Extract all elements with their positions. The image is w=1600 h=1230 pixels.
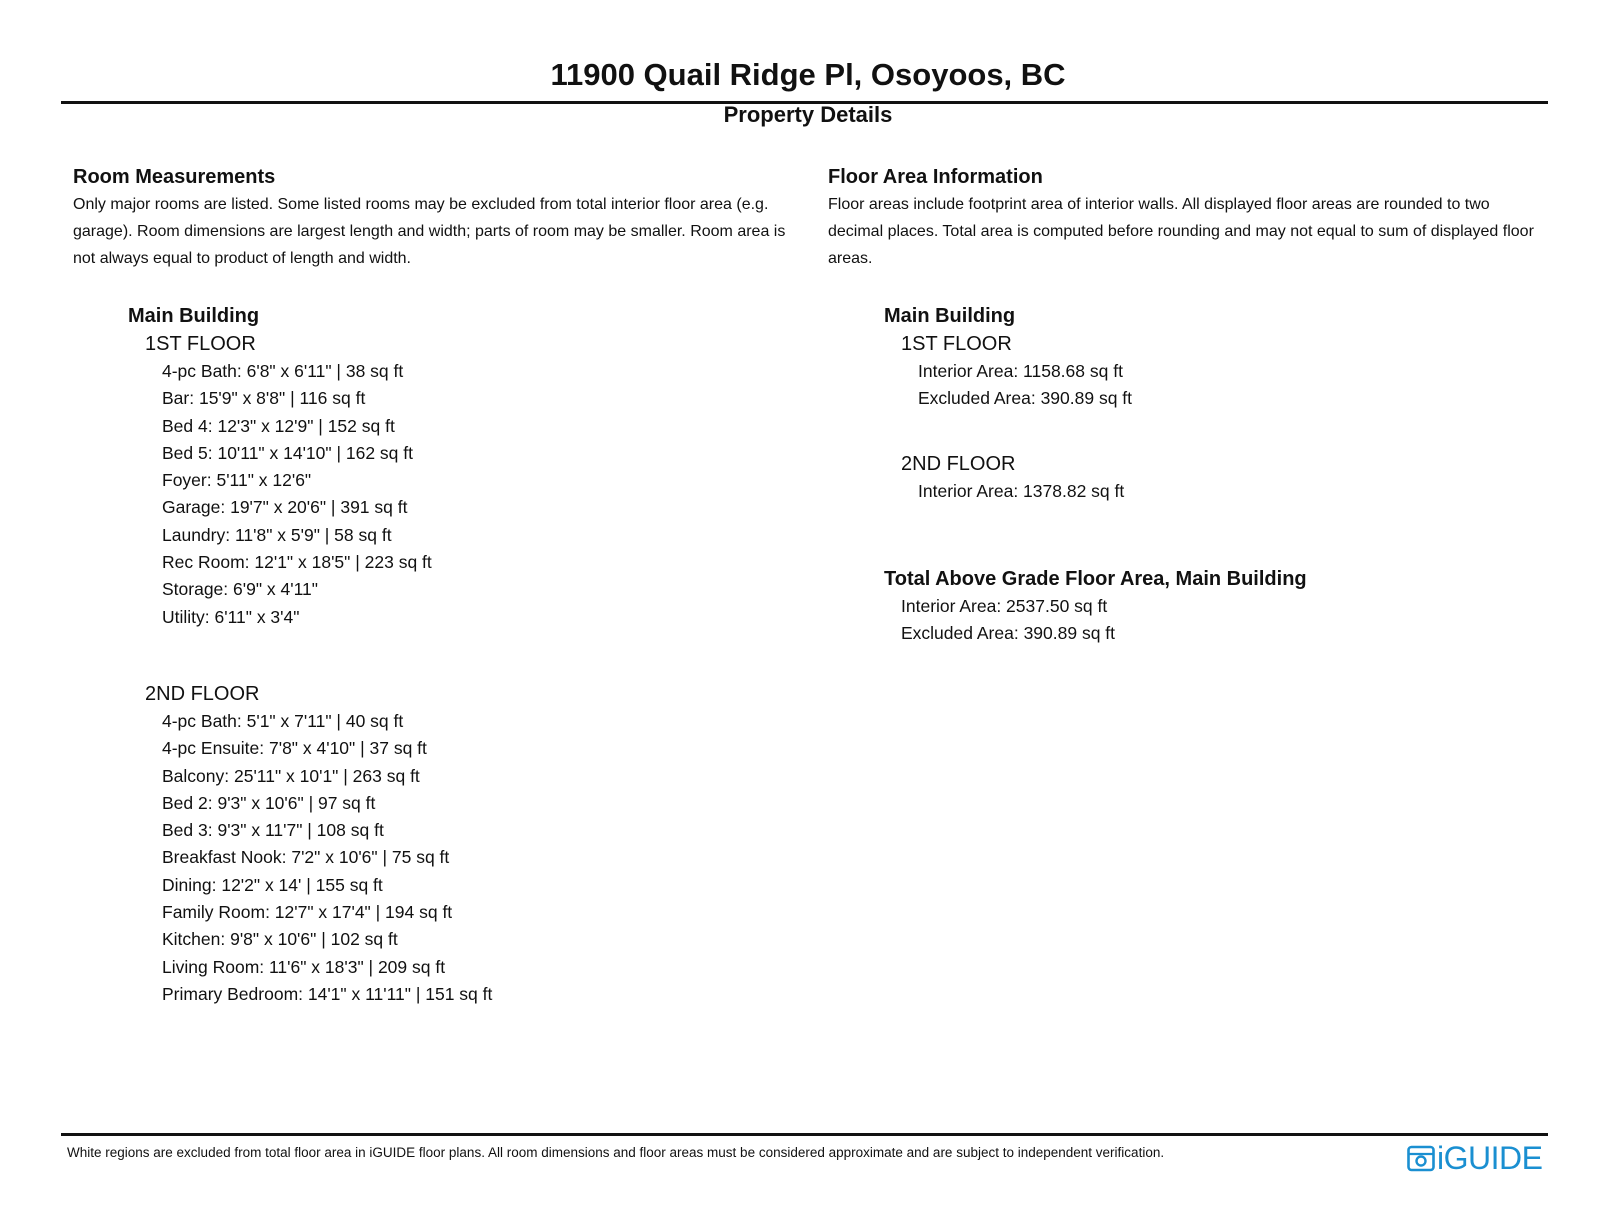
room-list-second-floor xyxy=(128,680,492,1008)
floor-area-title: Floor Area Information xyxy=(828,166,1043,188)
room-item: Laundry: 11'8" x 5'9" | 58 sq ft xyxy=(162,524,392,545)
room-item: 4-pc Ensuite: 7'8" x 4'10" | 37 sq ft xyxy=(162,738,427,759)
room-list-floor-title: 2ND FLOOR xyxy=(145,683,260,705)
room-item: 4-pc Bath: 6'8" x 6'11" | 38 sq ft xyxy=(162,361,404,381)
floor-area-item: Excluded Area: 390.89 sq ft xyxy=(918,388,1133,409)
room-item: Bed 4: 12'3" x 12'9" | 152 sq ft xyxy=(162,415,395,436)
room-item: Kitchen: 9'8" x 10'6" | 102 sq ft xyxy=(162,929,398,950)
room-list-main-building xyxy=(128,302,432,631)
floor-area-building-title: Main Building xyxy=(884,305,1016,327)
room-item: Foyer: 5'11" x 12'6" xyxy=(162,470,312,491)
total-floor-area-title: Total Above Grade Floor Area, Main Building xyxy=(884,568,1307,590)
floor-area-floor-title: 2ND FLOOR xyxy=(901,453,1016,475)
floor-area-section xyxy=(828,164,1548,272)
room-item: Bed 5: 10'11" x 14'10" | 162 sq ft xyxy=(162,442,413,463)
room-item: Bed 3: 9'3" x 11'7" | 108 sq ft xyxy=(162,820,384,841)
room-measurements-title: Room Measurements xyxy=(73,166,276,188)
page-title: 11900 Quail Ridge Pl, Osoyoos, BC xyxy=(550,57,1066,92)
page-subtitle: Property Details xyxy=(723,102,893,127)
iguide-logo-text: iGUIDE xyxy=(1437,1140,1543,1176)
total-area-item: Interior Area: 2537.50 sq ft xyxy=(901,596,1108,616)
iguide-camera-icon xyxy=(1406,1143,1436,1173)
room-item: Balcony: 25'11" x 10'1" | 263 sq ft xyxy=(162,765,420,786)
room-list-floor-2 xyxy=(128,708,492,1008)
room-item: Garage: 19'7" x 20'6" | 391 sq ft xyxy=(162,497,408,518)
room-item: Primary Bedroom: 14'1" x 11'11" | 151 sq ft xyxy=(162,983,493,1004)
floor-area-main-building xyxy=(884,302,1132,413)
room-item: Bar: 15'9" x 8'8" | 116 sq ft xyxy=(162,388,366,409)
floor-area-second-floor xyxy=(884,450,1124,505)
iguide-logo xyxy=(1406,1140,1542,1176)
room-measurements-description: Only major rooms are listed. Some listed rooms may be excluded from total interior floor area (e.g. garage). Room dimensions are largest length and width; parts of room may be smaller. Room area is not always equal to product of length and width. xyxy=(73,196,786,267)
room-item: Living Room: 11'6" x 18'3" | 209 sq ft xyxy=(162,956,446,977)
footer-divider xyxy=(61,1133,1548,1136)
room-item: Dining: 12'2" x 14' | 155 sq ft xyxy=(162,874,383,895)
room-list-floor-1 xyxy=(128,358,432,631)
floor-area-description: Floor areas include footprint area of interior walls. All displayed floor areas are rounded to two decimal places. Total area is computed before rounding and may not equal to sum of displayed floor areas. xyxy=(828,196,1534,267)
floor-area-item: Interior Area: 1378.82 sq ft xyxy=(918,481,1125,501)
room-item: Storage: 6'9" x 4'11" xyxy=(162,579,318,600)
footer-disclaimer: White regions are excluded from total floor area in iGUIDE floor plans. All room dimensions and floor areas must be considered approximate and are subject to independent verification. xyxy=(67,1145,1165,1160)
room-item: Family Room: 12'7" x 17'4" | 194 sq ft xyxy=(162,902,453,923)
room-item: Utility: 6'11" x 3'4" xyxy=(162,606,300,627)
room-list-building-title: Main Building xyxy=(128,305,260,327)
floor-area-item: Interior Area: 1158.68 sq ft xyxy=(918,361,1123,381)
room-item: 4-pc Bath: 5'1" x 7'11" | 40 sq ft xyxy=(162,711,404,731)
room-item: Bed 2: 9'3" x 10'6" | 97 sq ft xyxy=(162,792,376,813)
total-area-item: Excluded Area: 390.89 sq ft xyxy=(901,623,1116,644)
room-item: Breakfast Nook: 7'2" x 10'6" | 75 sq ft xyxy=(162,847,450,868)
room-measurements-section xyxy=(73,164,793,272)
floor-area-floor-title: 1ST FLOOR xyxy=(901,333,1012,355)
total-floor-area xyxy=(884,565,1307,648)
room-item: Rec Room: 12'1" x 18'5" | 223 sq ft xyxy=(162,552,432,573)
room-list-floor-title: 1ST FLOOR xyxy=(145,333,256,355)
